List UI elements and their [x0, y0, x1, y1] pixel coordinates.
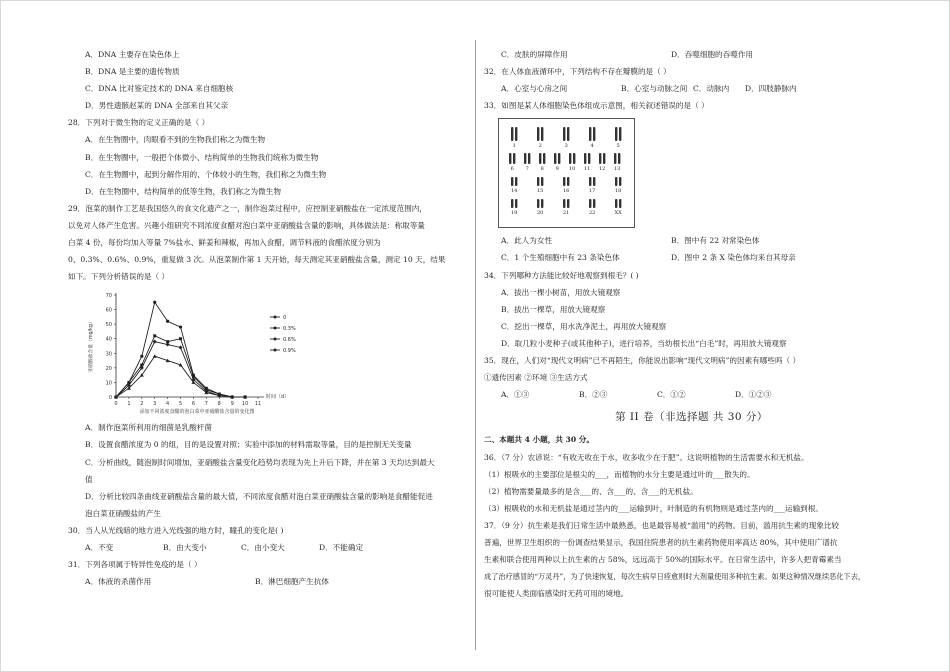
chromosome: [543, 153, 545, 164]
q29-option-c-cont: 值: [85, 474, 93, 484]
karyo-label: 7: [525, 166, 529, 173]
q31-option-a: A．体液的杀菌作用: [85, 577, 152, 587]
karyo-label: 20: [537, 210, 544, 217]
q29-option-d-cont: 泡白菜亚硝酸盐的产生: [85, 508, 161, 518]
chromosome: [614, 153, 616, 164]
chromosome: [515, 177, 517, 186]
chromosome: [515, 199, 517, 208]
q29-option-a: A．制作泡菜所利用的细菌是乳酸杆菌: [85, 423, 212, 433]
x-tick-label: 0: [114, 401, 118, 408]
q34-option-c: C．挖出一棵草，用水冼净泥土，再用放大镜观察: [501, 321, 667, 331]
karyo-label: 18: [615, 188, 622, 195]
q31-options-cont: [484, 46, 899, 63]
chromosome: [554, 153, 556, 164]
series-point: [166, 343, 170, 347]
q37-line-2: 普遍，世界卫生组织的一份调查结果显示，我国住院患者的抗生素药物使用率高达 80%，其中使用广谱抗: [484, 537, 838, 547]
y-tick-label: 60: [105, 307, 112, 314]
karyotype-svg: [499, 119, 634, 227]
chromosome: [541, 177, 543, 186]
legend-marker: [274, 338, 277, 341]
q32-option-b: B．心室与动脉之间: [621, 84, 688, 94]
legend-marker: [274, 327, 277, 330]
y-tick-label: 20: [105, 366, 112, 373]
karyo-label: 17: [589, 188, 596, 195]
q29-line-4: 0、0.3%、0.6%、0.9%，重复做 3 次。从泡菜制作第 1 天开始，每天测定其亚硝酸盐含量，测定 10 天，结果: [68, 255, 446, 265]
q37-line-4: 成了治疗感冒的“万灵丹”，为了快速恢复，每次生病早日痊愈则时大剂量使用多种抗生素。如果这种情况继续恶化下去，: [484, 572, 866, 582]
q32-option-c: C．动脉内: [693, 84, 730, 94]
x-tick-label: 7: [204, 401, 208, 408]
q30-option-d: D．不能确定: [319, 542, 364, 552]
chromosome: [539, 153, 541, 164]
q33-option-a: A．此人为女性: [501, 236, 553, 246]
karyo-label: XX: [614, 210, 622, 217]
chromosome: [537, 127, 539, 141]
chromosome: [589, 199, 591, 208]
chart-title: 添加不同浓度食醋的泡白菜中亚硝酸盐含量的变化图: [139, 409, 255, 416]
legend-marker: [274, 349, 277, 352]
q28-option-b: B．在生物圈中，一般把个体微小、结构简单的生物我们统称为微生物: [85, 152, 319, 162]
chromosome: [588, 153, 590, 164]
q33-options-row1: [484, 232, 899, 249]
series-line-0: [116, 303, 245, 398]
section-title: 第 II 卷（非选择题 共 30 分）: [615, 411, 768, 424]
x-tick-label: 10: [241, 401, 249, 408]
q30-stem: 30．当人从光线暗的地方进入光线强的地方时，瞳孔的变化是( ): [68, 525, 284, 535]
chromosome: [599, 153, 601, 164]
chromosome: [584, 153, 586, 164]
chromosome: [509, 153, 511, 164]
q29-option-c: C．分析曲线，随泡制时间增加，亚硝酸盐含量变化趋势均表现为先上升后下降，并在第 3 天均达到最大: [85, 457, 435, 467]
q36-line-4: （3）根吸收的水和无机盐是通过茎内的___运输到叶，叶制造的有机物则是通过茎内的___运输到根。: [484, 503, 823, 513]
q27-option-b: B．DNA 是主要的遗传物质: [85, 67, 180, 77]
chromosome: [567, 199, 569, 208]
chromosome: [563, 199, 565, 208]
chromosome: [558, 153, 560, 164]
q31-option-b: B．淋巴细胞产生抗体: [255, 577, 329, 587]
q33-option-d: D．图中 2 条 X 染色体均来自其母亲: [671, 253, 796, 263]
q37-line-5: 很可能使人类面临感染时无药可用的境地。: [484, 589, 629, 599]
karyo-label: 10: [569, 166, 576, 173]
left-column: [68, 46, 483, 590]
chromosome: [593, 177, 595, 186]
q32-stem: 32．在人体血液循环中，下列结构不存在瓣膜的是（ ）: [484, 67, 671, 77]
q31-options: [68, 573, 483, 590]
y-tick-label: 70: [105, 293, 112, 300]
y-tick-label: 0: [108, 395, 112, 402]
chromosome: [573, 153, 575, 164]
q31-stem: 31．下列各项属于特异性免疫的是（ ）: [68, 560, 202, 570]
chromosome: [511, 127, 513, 141]
q28-option-a: A．在生物圈中，肉眼看不到的生物我们称之为微生物: [85, 135, 266, 145]
legend-label: 0.3%: [283, 326, 296, 333]
y-tick-label: 30: [105, 351, 112, 358]
chromosome: [569, 153, 571, 164]
karyo-label: 13: [614, 166, 621, 173]
q28-stem: 28．下列对于微生物的定义正确的是（ ）: [68, 118, 210, 128]
series-point: [153, 355, 157, 359]
chromosome: [615, 127, 617, 141]
karyo-label: 4: [590, 143, 594, 150]
series-point: [179, 326, 182, 329]
q29-option-b: B．设置食醋浓度为 0 的组，目的是设置对照；实验中添加的材料需取等量，目的是控制无关变量: [85, 440, 412, 450]
chromosome: [541, 127, 543, 141]
chromosome: [589, 127, 591, 141]
karyo-label: 14: [511, 188, 518, 195]
right-column: [484, 46, 899, 602]
chromosome: [593, 199, 595, 208]
series-point: [153, 301, 156, 304]
q35-option-d: D．①②③: [735, 390, 772, 400]
chromosome: [528, 153, 530, 164]
q35-factors: ①遗传因素 ②环境 ③生活方式: [484, 373, 588, 383]
chromosome: [619, 177, 621, 186]
q29-line-5: 如下。下列分析错误的是（ ）: [68, 272, 170, 282]
series-point: [153, 335, 156, 338]
q30-option-c: C．由小变大: [241, 542, 285, 552]
q33-option-b: B．图中有 22 对常染色体: [671, 236, 760, 246]
karyo-label: 22: [589, 210, 596, 217]
q32-option-a: A．心室与心房之间: [501, 84, 568, 94]
x-tick-label: 11: [254, 401, 262, 408]
q27-option-d: D．男性遗骸赵某的 DNA 全部来自其父亲: [85, 101, 229, 111]
chromosome: [603, 153, 605, 164]
q34-option-b: B．拔出一棵草，用放大镜观察: [501, 304, 606, 314]
x-tick-label: 8: [217, 401, 221, 408]
q32-options: [484, 80, 899, 97]
karyo-label: 21: [563, 210, 570, 217]
q33-options-row2: [484, 249, 899, 266]
q29-line-1: 29．泡菜的制作工艺是我国悠久的食文化遗产之一，制作泡菜过程中，应控制亚硝酸盐在一定浓度范围内，: [68, 203, 427, 213]
x-tick-label: 6: [191, 401, 196, 408]
q35-option-b: B．②③: [579, 390, 608, 400]
q33-stem: 33．如图是某人体细胞染色体组成示意图，相关叙述错误的是（ ）: [484, 101, 709, 111]
q30-option-b: B．由大变小: [163, 542, 207, 552]
karyo-label: 2: [538, 143, 542, 150]
karyo-label: 5: [616, 143, 620, 150]
legend-marker: [274, 316, 277, 319]
q28-option-c: C．在生物圈中，起到分解作用的、个体较小的生物，我们称之为微生物: [85, 169, 327, 179]
series-point: [140, 355, 143, 358]
karyo-label: 16: [563, 188, 570, 195]
karyo-label: 9: [555, 166, 559, 173]
karyo-label: 3: [564, 143, 568, 150]
series-point: [166, 320, 169, 323]
karyo-label: 6: [510, 166, 514, 173]
q37-line-1: 37．（9 分）抗生素是我们日常生活中最熟悉，也是最容易被“滥用”的药物。目前，滥用抗生素的现象比较: [484, 520, 839, 530]
legend-label: 0: [283, 315, 287, 322]
chromosome: [567, 177, 569, 186]
y-tick-label: 40: [105, 337, 112, 344]
chromosome: [537, 199, 539, 208]
q31-option-c: C．皮肤的屏障作用: [501, 50, 568, 59]
q32-option-d: D．四肢静脉内: [745, 84, 797, 94]
chromosome: [513, 153, 515, 164]
chromosome: [619, 127, 621, 141]
karyo-label: 15: [537, 188, 544, 195]
chromosome: [563, 127, 565, 141]
x-tick-label: 2: [140, 401, 144, 408]
q35-option-c: C．①②: [657, 390, 686, 400]
chromosome: [511, 199, 513, 208]
chromosome: [618, 153, 620, 164]
chromosome: [567, 127, 569, 141]
q36-line-3: （2）植物需要量最多的是含___的、含___的、含___的无机盐。: [484, 486, 698, 496]
q28-option-d: D．在生物圈中，结构简单的低等生物，我们称之为微生物: [85, 186, 281, 196]
x-tick-label: 1: [127, 401, 131, 408]
q37-line-3: 生素和联合使用两种以上抗生素的占 58%，远远高于 50%的国际水平。在日常生活中，许多人把青霉素当: [484, 555, 842, 565]
q30-option-a: A．不变: [85, 542, 114, 552]
x-tick-label: 4: [166, 401, 170, 408]
q27-option-a: A．DNA 主要存在染色体上: [85, 50, 180, 59]
q35-stem: 35．现在，人们对“现代文明病”已不再陌生，你能说出影响“现代文明病”的因素有哪些吗（ ）: [484, 356, 801, 366]
x-tick-label: 5: [178, 401, 183, 408]
karyotype-figure: [498, 118, 635, 228]
series-point: [179, 338, 182, 341]
chromosome: [511, 177, 513, 186]
chromosome: [541, 199, 543, 208]
x-tick-label: 9: [230, 401, 234, 408]
nitrite-chart-svg: [80, 287, 310, 415]
y-tick-label: 50: [105, 322, 112, 329]
chromosome: [619, 199, 621, 208]
q34-stem: 34．下列哪种方法能比较好地观察到根毛？( ): [484, 270, 639, 280]
karyo-label: 1: [512, 143, 516, 150]
q34-option-a: A．拔出一棵小树苗，用放大镜观察: [501, 287, 621, 297]
chromosome: [589, 177, 591, 186]
karyo-label: 19: [511, 210, 518, 217]
series-point: [153, 340, 157, 344]
q27-option-c: C．DNA 比对鉴定技术的 DNA 来自细胞核: [85, 84, 234, 94]
q30-options: [68, 539, 483, 556]
chromosome: [537, 177, 539, 186]
chromosome: [563, 177, 565, 186]
y-axis-label: 亚硝酸盐含量（mg/kg）: [89, 319, 94, 374]
chromosome: [515, 127, 517, 141]
nitrite-chart: [80, 287, 310, 415]
q29-option-d: D．分析比较四条曲线亚硝酸盐含量的最大值，不同浓度食醋对泡白菜亚硝酸盐含量的影响是食醋能促进: [85, 491, 433, 501]
q35-options: [484, 386, 899, 403]
series-point: [179, 346, 183, 350]
x-axis-label: 时间（d）: [266, 394, 290, 401]
part2-heading: 二、本题共 4 小题，共 30 分。: [484, 435, 594, 445]
q36-line-2: （1）根吸水的主要部位是根尖的___，而植物的水分主要是通过叶的___散失的。: [484, 469, 755, 479]
q34-option-d: D．取几粒小麦种子(或其他种子)，进行培养，当幼根长出“白毛”时，再用放大镜观察: [501, 338, 787, 348]
q29-line-3: 白菜 4 份，每份均加入等量 7%盐水、鲜姜和辣椒，再加入食醋，调节料液的食醋浓度分别为: [68, 238, 381, 248]
legend-label: 0.9%: [283, 348, 296, 355]
y-tick-label: 10: [105, 380, 112, 387]
legend-label: 0.6%: [283, 337, 296, 344]
q29-line-2: 以免对人体产生危害。兴趣小组研究不同浓度食醋对泡白菜中亚硝酸盐含量的影响，具体做法是：称取等量: [68, 220, 425, 230]
x-tick-label: 3: [153, 401, 157, 408]
karyo-label: 11: [584, 166, 591, 173]
chromosome: [615, 199, 617, 208]
q31-option-d: D．吞噬细胞的吞噬作用: [671, 50, 754, 59]
karyo-label: 12: [599, 166, 606, 173]
q35-option-a: A．①③: [501, 390, 530, 400]
chromosome: [615, 177, 617, 186]
chromosome: [524, 153, 526, 164]
karyo-label: 8: [540, 166, 544, 173]
q33-option-c: C．1 个生殖细胞中有 23 条染色体: [501, 253, 620, 263]
q36-line-1: 36．（7 分）农谚说：“有收无收在于水，收多收少在于肥”。这说明植物的生活需要水和无机盐。: [484, 452, 809, 462]
chromosome: [593, 127, 595, 141]
